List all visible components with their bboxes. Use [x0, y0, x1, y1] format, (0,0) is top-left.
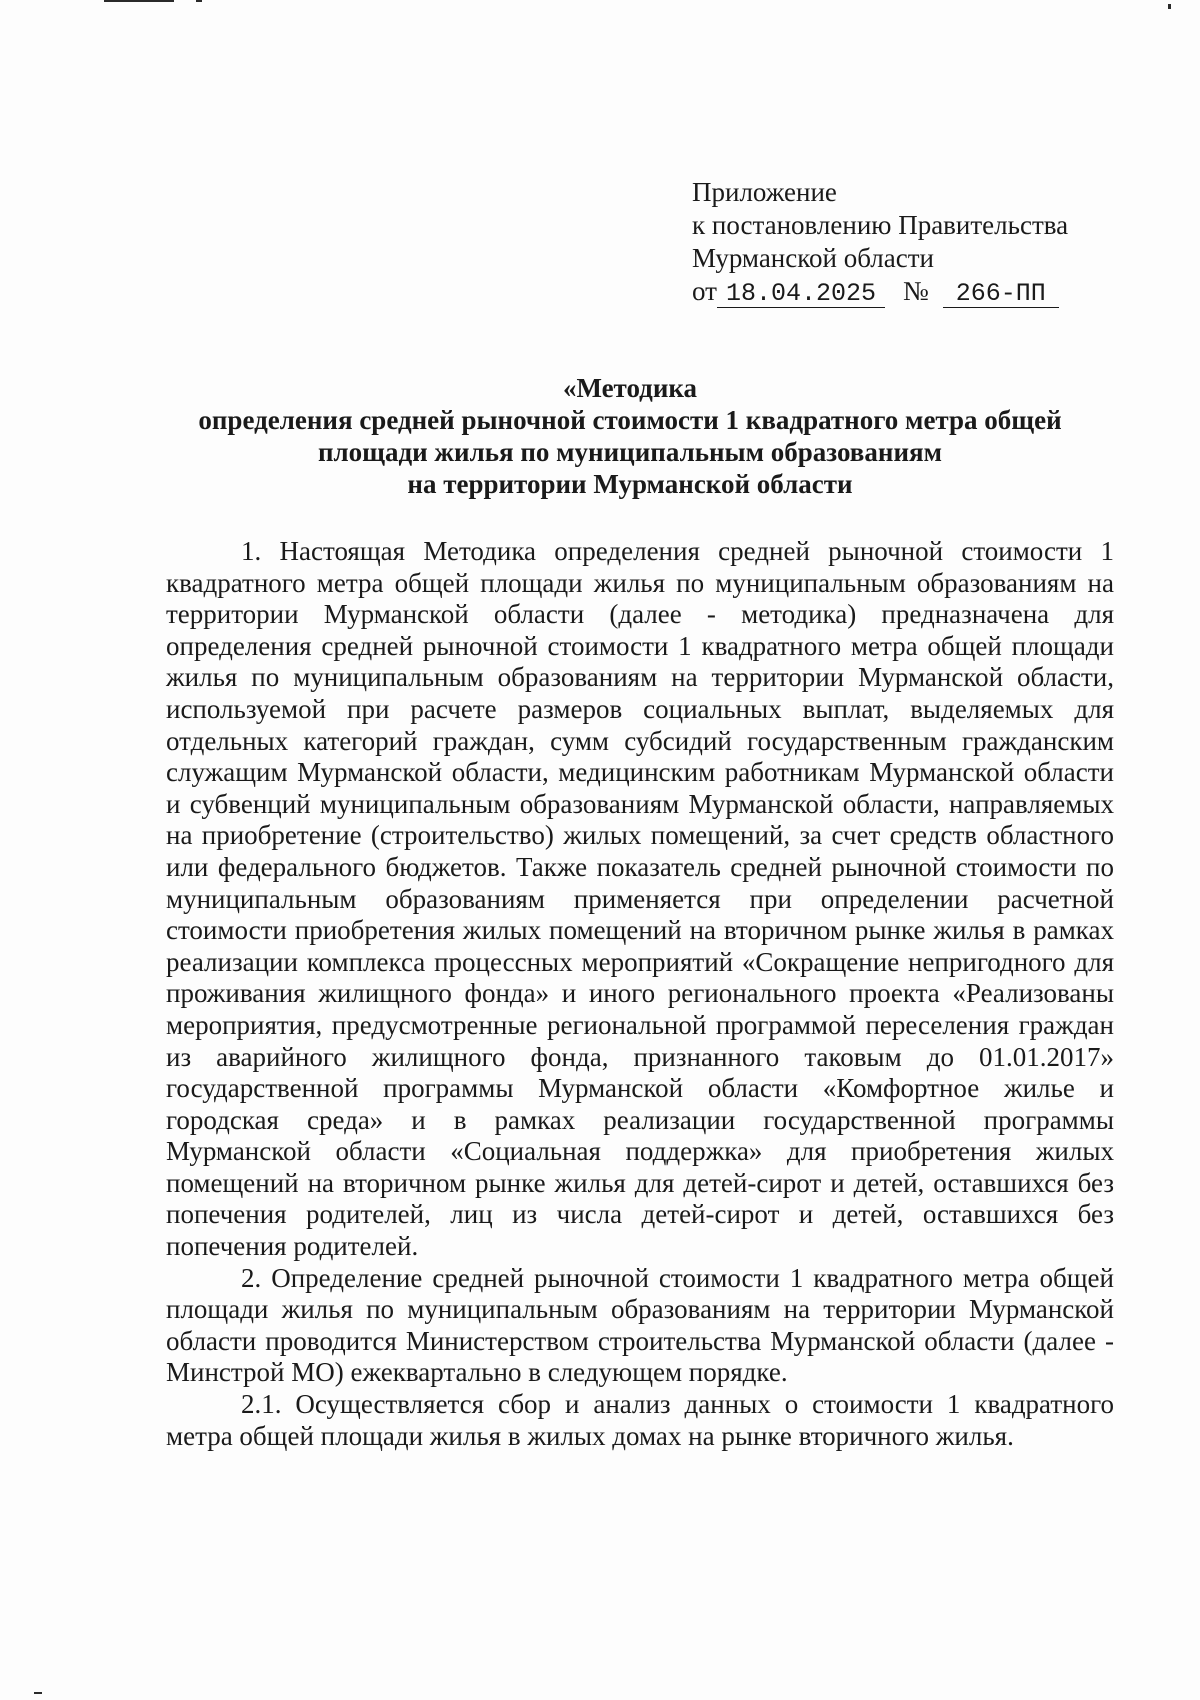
document-body [166, 536, 1114, 1452]
paragraph-2: 2. Определение средней рыночной стоимости 1 квадратного метра общей площади жилья по муниципальным образованиям на территории Мурманской области проводится Министерством строительства Мурманской области (далее - Минстрой МО) ежеквартально в следующем порядке. [166, 1262, 1114, 1388]
title-line-1: «Методика [562, 373, 698, 403]
resolution-number: 266-ПП [943, 281, 1059, 308]
paragraph-2-1: 2.1. Осуществляется сбор и анализ данных о стоимости 1 квадратного метра общей площади жилья в жилых домах на рынке вторичного жилья. [166, 1389, 1114, 1451]
title-line-2: определения средней рыночной стоимости 1 квадратного метра общей [198, 405, 1062, 435]
title-line-3: площади жилья по муниципальным образованиям [317, 437, 943, 467]
paragraph-1: 1. Настоящая Методика определения средней рыночной стоимости 1 квадратного метра общей площади жилья по муниципальным образованиям на территории Мурманской области (далее - методика) предназначена для определения средней рыночной стоимости 1 квадратного метра общей площади жилья по муниципальным образованиям на территории Мурманской области, используемой при расчете размеров социальных выплат, выделяемых для отдельных категорий граждан, сумм субсидий государственным гражданским служащим Мурманской области, медицинским работникам Мурманской области и субвенций муниципальным образованиям Мурманской области, направляемых на приобретение (строительство) жилых помещений, за счет средств областного или федерального бюджетов. Также показатель средней рыночной стоимости по муниципальным образованиям применяется при определении расчетной стоимости приобретения жилых помещений на вторичном рынке жилья в рамках реализации комплекса процессных мероприятий «Сокращение непригодного для проживания жилищного фонда» и иного регионального проекта «Реализованы мероприятия, предусмотренные региональной программой переселения граждан из аварийного жилищного фонда, признанного таковым до 01.01.2017» государственной программы Мурманской области «Комфортное жилье и городская среда» и в рамках реализации государственной программы Мурманской области «Социальная поддержка» для приобретения жилых помещений на вторичном рынке жилья для детей-сирот и детей, оставшихся без попечения родителей, лиц из числа детей-сирот и детей, оставшихся без попечения родителей. [166, 536, 1114, 1262]
appendix-resolution-line: к постановлению Правительства [692, 210, 1069, 240]
document-title [150, 372, 1110, 500]
scan-mark-top-left-dot [196, 0, 202, 2]
appendix-date-line [692, 275, 1068, 308]
number-sign: № [902, 276, 929, 306]
appendix-header [692, 176, 1068, 308]
resolution-date: 18.04.2025 [717, 281, 885, 308]
scan-mark-bottom-left [34, 1692, 42, 1694]
appendix-region-line: Мурманской области [692, 243, 934, 273]
date-prefix: от [692, 276, 717, 306]
scan-mark-top-right [1168, 4, 1171, 9]
appendix-label: Приложение [692, 177, 837, 207]
title-line-4: на территории Мурманской области [407, 469, 853, 499]
scan-mark-top-left [104, 0, 174, 2]
